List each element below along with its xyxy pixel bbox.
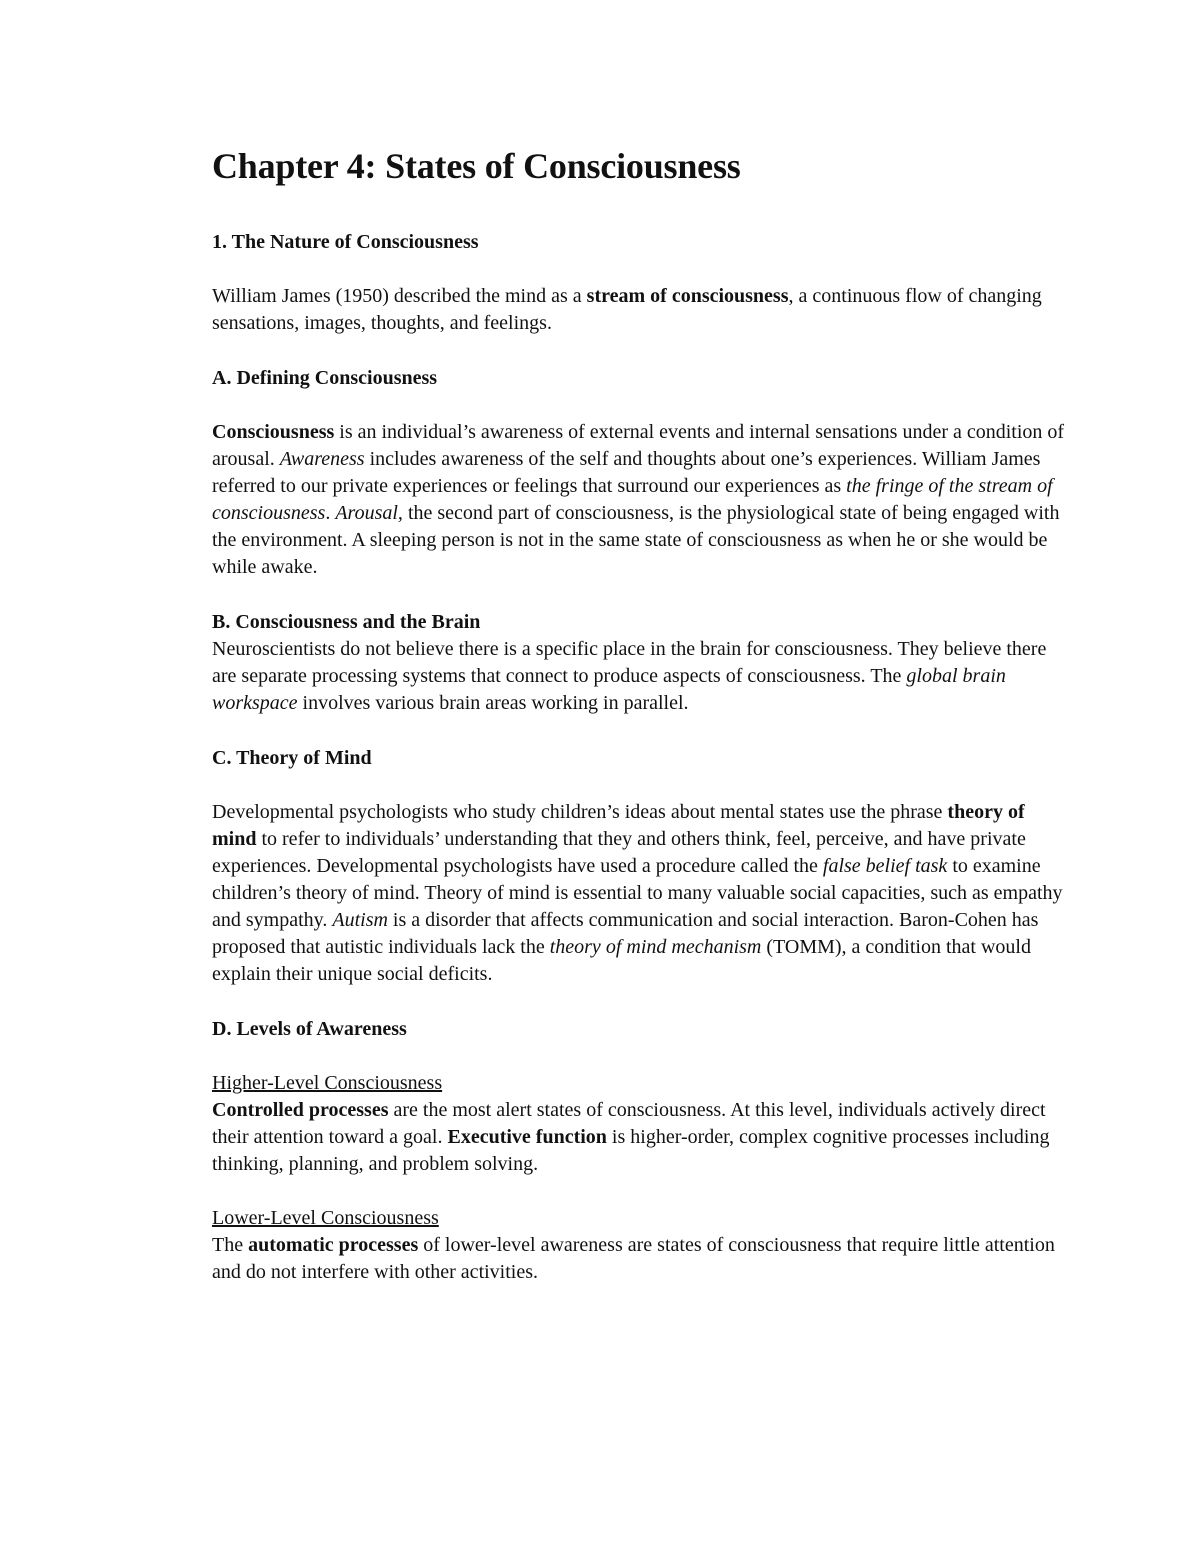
page-title: Chapter 4: States of Consciousness (212, 146, 741, 186)
term-controlled-processes: Controlled processes (212, 1099, 389, 1121)
text-run: Neuroscientists do not believe there is a specific place in the brain for consciousness. They believe there are separate processing systems that connect to produce aspects of consciousness. The (212, 638, 1047, 687)
term-fringe-of-stream: the fringe of the stream of consciousness (212, 475, 1053, 524)
term-theory-of-mind: theory of mind (212, 801, 1025, 850)
term-consciousness: Consciousness (212, 421, 335, 443)
paragraph-higher-level-consciousness (212, 1097, 1072, 1178)
text-run: (TOMM), a condition that would explain their unique social deficits. (212, 936, 1031, 985)
text-run: involves various brain areas working in parallel. (297, 692, 689, 714)
document-page (212, 140, 1072, 1313)
text-run: William James (1950) described the mind as a (212, 285, 587, 307)
term-automatic-processes: automatic processes (248, 1234, 419, 1256)
paragraph-defining-consciousness (212, 419, 1072, 581)
text-run: is higher-order, complex cognitive processes including thinking, planning, and problem solving. (212, 1126, 1050, 1175)
paragraph-consciousness-and-brain (212, 636, 1072, 717)
text-run: , a continuous flow of changing sensations, images, thoughts, and feelings. (212, 285, 1042, 334)
text-run: . (325, 502, 336, 524)
term-global-brain-workspace: global brain workspace (212, 665, 1006, 714)
section-heading-nature-of-consciousness: 1. The Nature of Consciousness (212, 231, 479, 253)
text-run: the second part of consciousness, is the physiological state of being engaged with the environment. A sleeping person is not in the same state of consciousness as when he or she would be while awake. (212, 502, 1060, 578)
text-run: includes awareness of the self and thoughts about one’s experiences. William James referred to our private experiences or feelings that surround our experiences as (212, 448, 1041, 497)
term-awareness: Awareness (279, 448, 365, 470)
text-run: The (212, 1234, 249, 1256)
paragraph-lower-level-consciousness (212, 1232, 1072, 1286)
section-heading-consciousness-and-brain: B. Consciousness and the Brain (212, 611, 481, 633)
text-run: are the most alert states of consciousness. At this level, individuals actively direct their attention toward a goal. (212, 1099, 1046, 1148)
text-run: to examine children’s theory of mind. Theory of mind is essential to many valuable social capacities, such as empathy and sympathy. (212, 855, 1063, 931)
term-theory-of-mind-mechanism: theory of mind mechanism (549, 936, 762, 958)
text-run: to refer to individuals’ understanding that they and others think, feel, perceive, and have private experiences. Developmental psychologists have used a procedure called the (212, 828, 1026, 877)
term-executive-function: Executive function (447, 1126, 607, 1148)
term-arousal: Arousal, (335, 502, 403, 524)
paragraph-theory-of-mind (212, 799, 1072, 988)
paragraph-stream-of-consciousness (212, 283, 1072, 337)
term-stream-of-consciousness: stream of consciousness (586, 285, 789, 307)
text-run: is a disorder that affects communication and social interaction. Baron-Cohen has proposed that autistic individuals lack the (212, 909, 1039, 958)
subheading-lower-level-consciousness: Lower-Level Consciousness (212, 1207, 439, 1229)
text-run: Developmental psychologists who study children’s ideas about mental states use the phrase (212, 801, 948, 823)
term-autism: Autism (332, 909, 388, 931)
subheading-higher-level-consciousness: Higher-Level Consciousness (212, 1072, 443, 1094)
section-heading-levels-of-awareness: D. Levels of Awareness (212, 1018, 407, 1040)
text-run: of lower-level awareness are states of consciousness that require little attention and do not interfere with other activities. (212, 1234, 1055, 1283)
section-heading-defining-consciousness: A. Defining Consciousness (212, 367, 438, 389)
text-run: is an individual’s awareness of external events and internal sensations under a condition of arousal. (212, 421, 1065, 470)
term-false-belief-task: false belief task (822, 855, 948, 877)
section-heading-theory-of-mind: C. Theory of Mind (212, 747, 372, 769)
